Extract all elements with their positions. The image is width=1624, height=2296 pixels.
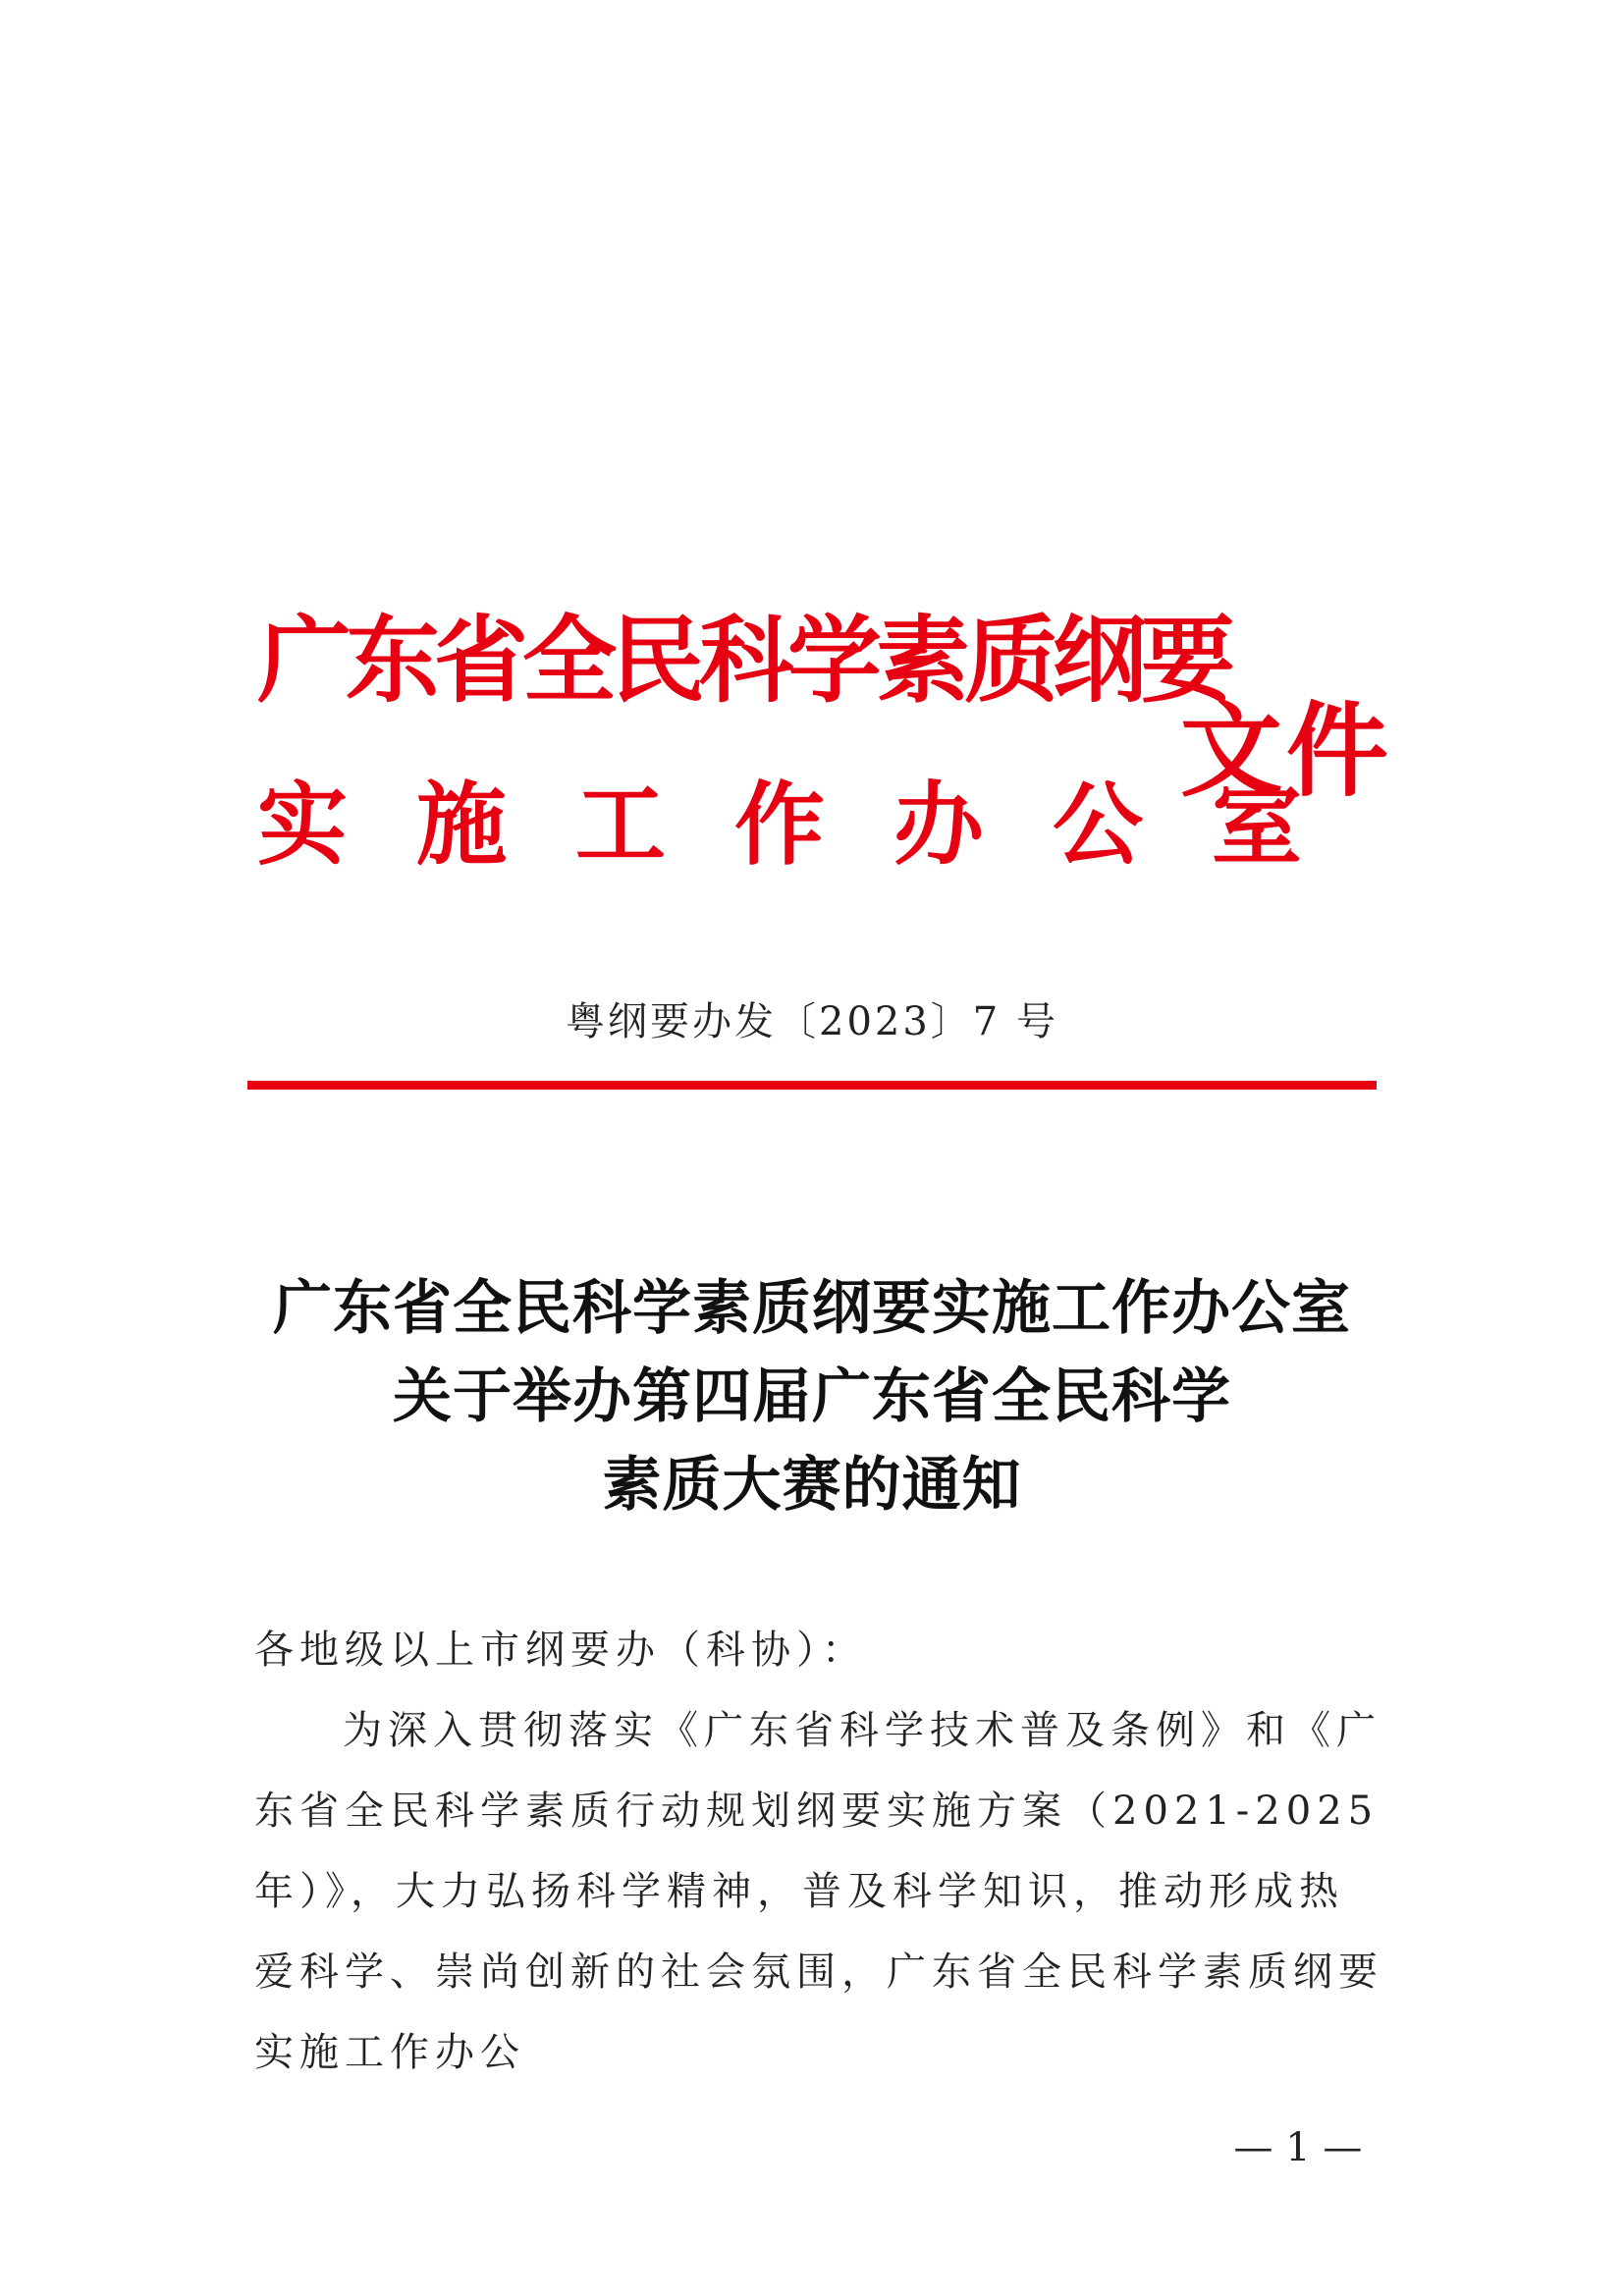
title-line-2: 关于举办第四届广东省全民科学	[393, 1362, 1231, 1431]
document-title	[0, 1264, 1624, 1529]
title-line-1: 广东省全民科学素质纲要实施工作办公室	[273, 1274, 1351, 1343]
red-separator-line	[247, 1081, 1377, 1090]
letterhead-org-line2: 实施工作办公室	[257, 773, 1372, 878]
document-body	[254, 1610, 1383, 2093]
title-line-3: 素质大赛的通知	[602, 1451, 1022, 1520]
document-number: 粤纲要办发〔2023〕7 号	[566, 999, 1058, 1044]
letterhead-doc-suffix: 文件	[1180, 691, 1393, 811]
salutation: 各地级以上市纲要办（科协）：	[254, 1628, 867, 1673]
letterhead-org-line1: 广东省全民科学素质纲要	[257, 606, 1229, 716]
body-paragraph: 为深入贯彻落实《广东省科学技术普及条例》和《广东省全民科学素质行动规划纲要实施方案（2021-2025 年）》，大力弘扬科学精神，普及科学知识，推动形成热爱科学、崇尚创新的社会氛围，广东省全民科学素质纲要实施工作办公	[254, 1708, 1383, 2075]
page-number: — 1 —	[1233, 2125, 1363, 2170]
